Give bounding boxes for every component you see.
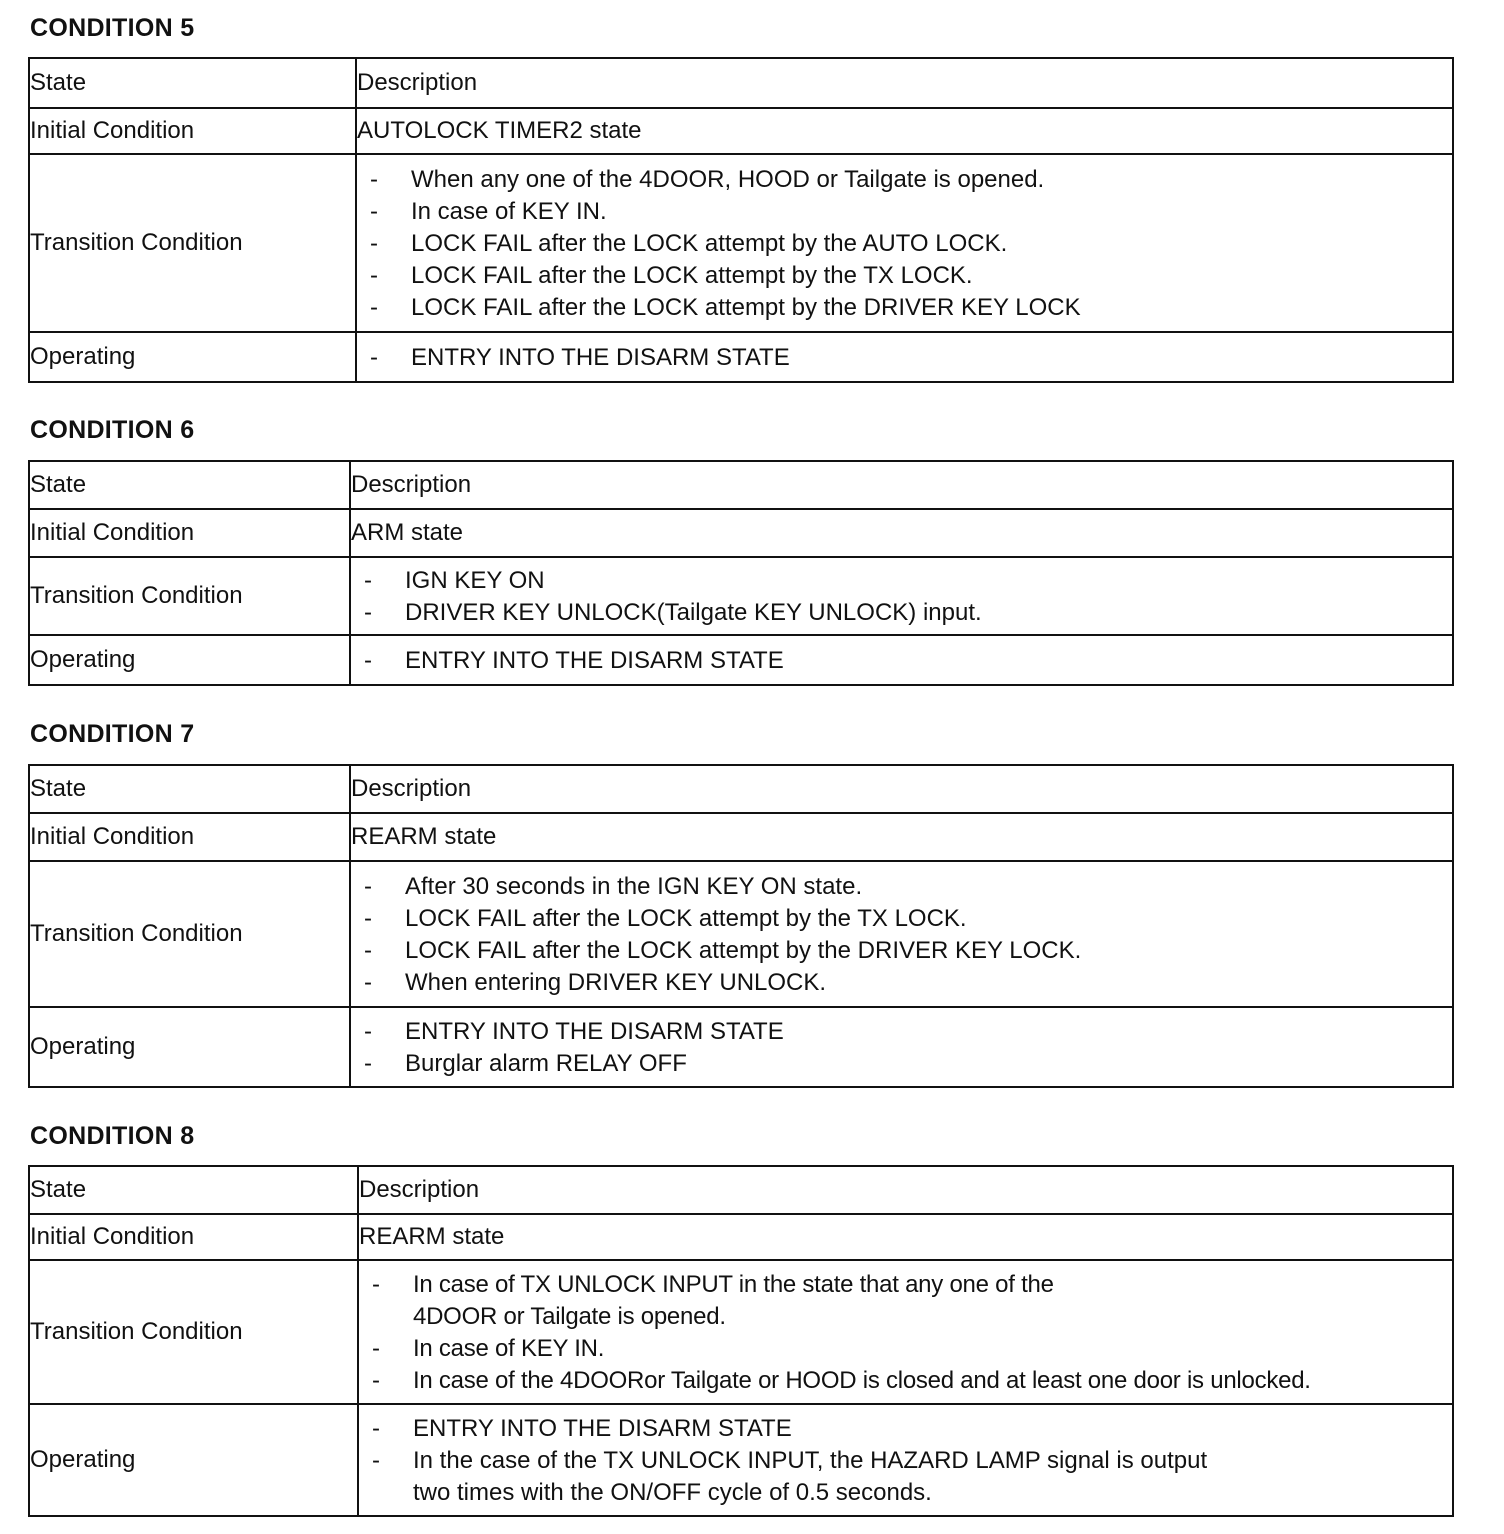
- operating-row: [29, 1404, 1453, 1516]
- list-item: - ENTRY INTO THE DISARM STATE: [351, 1016, 1452, 1048]
- initial-condition-row: [29, 108, 1453, 154]
- transition-condition-list: [358, 1260, 1453, 1404]
- list-item: - LOCK FAIL after the LOCK attempt by the AUTO LOCK.: [357, 228, 1452, 260]
- table-header-row: [29, 765, 1453, 813]
- condition-table: [28, 57, 1454, 383]
- condition-table: [28, 460, 1454, 686]
- transition-condition-label: Transition Condition: [29, 861, 350, 1007]
- condition-title: CONDITION 7: [30, 720, 195, 748]
- list-item: - After 30 seconds in the IGN KEY ON state.: [351, 871, 1452, 903]
- transition-condition-label: Transition Condition: [29, 557, 350, 635]
- transition-condition-label: Transition Condition: [29, 154, 356, 332]
- list-item: - LOCK FAIL after the LOCK attempt by the TX LOCK.: [357, 260, 1452, 292]
- operating-row: [29, 1007, 1453, 1087]
- initial-condition-row: [29, 813, 1453, 861]
- transition-condition-list: [356, 154, 1453, 332]
- table-header-row: [29, 58, 1453, 108]
- operating-label: Operating: [29, 635, 350, 685]
- transition-condition-row: [29, 861, 1453, 1007]
- description-header: Description: [350, 765, 1453, 813]
- list-item: - ENTRY INTO THE DISARM STATE: [351, 645, 1452, 677]
- description-header: Description: [358, 1166, 1453, 1214]
- list-item-line: 4DOOR or Tailgate is opened.: [413, 1303, 726, 1330]
- description-header: Description: [356, 58, 1453, 108]
- state-header: State: [29, 461, 350, 509]
- list-item-line: - In the case of the TX UNLOCK INPUT, the HAZARD LAMP signal is output: [413, 1447, 1208, 1474]
- list-item: - In case of the 4DOORor Tailgate or HOOD is closed and at least one door is unlocked.: [359, 1365, 1452, 1397]
- initial-condition-value: ARM state: [350, 509, 1453, 557]
- table-header-row: [29, 1166, 1453, 1214]
- list-item: - LOCK FAIL after the LOCK attempt by the DRIVER KEY LOCK: [357, 292, 1452, 324]
- state-header: State: [29, 765, 350, 813]
- list-item: - DRIVER KEY UNLOCK(Tailgate KEY UNLOCK) input.: [351, 597, 1452, 629]
- list-item-line: - In case of TX UNLOCK INPUT in the state that any one of the: [413, 1271, 1054, 1298]
- table-header-row: [29, 461, 1453, 509]
- transition-condition-list: [350, 861, 1453, 1007]
- initial-condition-value: REARM state: [358, 1214, 1453, 1260]
- condition-table: [28, 1165, 1454, 1517]
- transition-condition-row: [29, 557, 1453, 635]
- operating-label: Operating: [29, 1404, 358, 1516]
- list-item: - When any one of the 4DOOR, HOOD or Tailgate is opened.: [357, 164, 1452, 196]
- state-header: State: [29, 58, 356, 108]
- operating-label: Operating: [29, 1007, 350, 1087]
- initial-condition-row: [29, 509, 1453, 557]
- operating-list: [350, 635, 1453, 685]
- list-item: [359, 1269, 1452, 1333]
- condition-title: CONDITION 5: [30, 14, 195, 42]
- list-item: - When entering DRIVER KEY UNLOCK.: [351, 967, 1452, 999]
- list-item: - ENTRY INTO THE DISARM STATE: [357, 342, 1452, 374]
- initial-condition-label: Initial Condition: [29, 1214, 358, 1260]
- list-item: - Burglar alarm RELAY OFF: [351, 1048, 1452, 1080]
- list-item: - In case of KEY IN.: [359, 1333, 1452, 1365]
- list-item: - In case of KEY IN.: [357, 196, 1452, 228]
- operating-row: [29, 332, 1453, 382]
- list-item: - IGN KEY ON: [351, 565, 1452, 597]
- list-item-line: two times with the ON/OFF cycle of 0.5 seconds.: [413, 1479, 932, 1506]
- condition-title: CONDITION 8: [30, 1122, 195, 1150]
- operating-list: [356, 332, 1453, 382]
- initial-condition-value: REARM state: [350, 813, 1453, 861]
- operating-label: Operating: [29, 332, 356, 382]
- transition-condition-row: [29, 154, 1453, 332]
- transition-condition-row: [29, 1260, 1453, 1404]
- list-item: - ENTRY INTO THE DISARM STATE: [359, 1413, 1452, 1445]
- list-item: - LOCK FAIL after the LOCK attempt by the TX LOCK.: [351, 903, 1452, 935]
- initial-condition-value: AUTOLOCK TIMER2 state: [356, 108, 1453, 154]
- initial-condition-label: Initial Condition: [29, 108, 356, 154]
- operating-row: [29, 635, 1453, 685]
- initial-condition-label: Initial Condition: [29, 813, 350, 861]
- initial-condition-row: [29, 1214, 1453, 1260]
- transition-condition-label: Transition Condition: [29, 1260, 358, 1404]
- description-header: Description: [350, 461, 1453, 509]
- condition-title: CONDITION 6: [30, 416, 195, 444]
- operating-list: [350, 1007, 1453, 1087]
- initial-condition-label: Initial Condition: [29, 509, 350, 557]
- operating-list: [358, 1404, 1453, 1516]
- state-header: State: [29, 1166, 358, 1214]
- list-item: [359, 1445, 1452, 1509]
- list-item: - LOCK FAIL after the LOCK attempt by the DRIVER KEY LOCK.: [351, 935, 1452, 967]
- condition-table: [28, 764, 1454, 1088]
- transition-condition-list: [350, 557, 1453, 635]
